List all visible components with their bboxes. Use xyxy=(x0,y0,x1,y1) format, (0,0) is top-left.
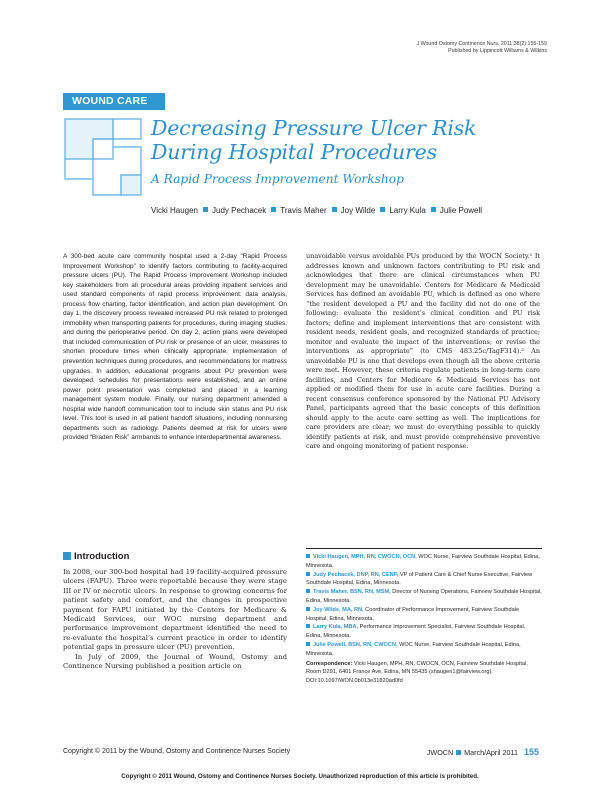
abstract: A 300-bed acute care community hospital used a 2-day “Rapid Process Improvement Workshop” to identify factors contributing to facility-acquired pressure ulcers (PU). The Rapid Process Improvement Workshop included key stakeholders from all procedural areas providing inpatient services and used standard components of rapid process improvement: data analysis, process flow charting, factor identification, and action plan development. On day 1, the discovery process revealed increased PU risk related to prolonged immobility when transporting patients for procedures, during imaging studies, and during the perioperative period. On day 2, action plans were developed that included communication of PU risk or presence of an ulcer, measures to shorten procedure times when clinically appropriate, implementation of prevention techniques during procedures, and recommendations for mattress upgrades. In addition, educational programs about PU prevention were developed, schedules for presentations were established, and an online power point presentation was completed and placed in a learning management system module. Finally, our nursing department amended a hospital wide handoff communication tool to include skin status and PU risk level. This tool is used in all patient handoff situations, including nonnursing departments such as radiology. Patients deemed at risk for ulcers were provided “Braden Risk” armbands to enhance interdepartmental awareness. xyxy=(63,253,287,442)
author: Julie Powell xyxy=(439,206,483,215)
publisher-line: Published by Lippincott Williams & Wilkins xyxy=(448,48,547,55)
author: Vicki Haugen xyxy=(151,206,198,215)
affiliation-text: VP of Patient Care & Chief Nurse Executive, Fairview Southdale Hospital, Edina, Minnesota. xyxy=(306,571,533,587)
correspondence-text: Vicki Haugen, MPH, RN, CWOCN, OCN, Fairview Southdale Hospital, Room D291, 6401 France Ave, Edina, MN 55435 (shaugen1@fairview.org). xyxy=(306,660,528,676)
affiliation-text: Performance Improvement Specialist, Fairview Southdale Hospital, Edina, Minnesota. xyxy=(306,624,526,640)
affiliation-name: Vicki Haugen, MPH, RN, CWOCN, OCN, xyxy=(313,554,417,560)
affiliation-item xyxy=(306,641,542,659)
affiliation-text: Director of Nursing Operations, Fairview Southdale Hospital, Edina, Minnesota. xyxy=(306,589,542,604)
heading-text: Introduction xyxy=(74,551,130,562)
separator-square-icon xyxy=(456,750,461,755)
citation-line: J Wound Ostomy Continence Nurs. 2011;38(2):155-159 xyxy=(416,41,547,47)
journal-logo-icon xyxy=(63,117,143,197)
affiliation-text: WOC Nurse, Fairview Southdale Hospital, Edina, Minnesota. xyxy=(306,641,521,657)
separator-square-icon xyxy=(332,207,337,212)
intro-paragraph-1: In 2008, our 300-bed hospital had 19 facility-acquired pressure ulcers (FAPU). Three were reportable because they were stage III or IV or necrotic ulcers. In response to growing concerns for patient safety and comfort, and the changes in prospective payment for FAPU initiated by the Centers for Medicare & Medicaid Services, our WOC nursing department and performance improvement department identified the need to re-evaluate the hospital’s current practice in order to identify potential gaps in pressure ulcer (PU) prevention. xyxy=(63,568,287,652)
bullet-square-icon xyxy=(306,589,310,593)
bullet-square-icon xyxy=(306,554,310,558)
separator-square-icon xyxy=(380,207,385,212)
correspondence-label: Correspondence: xyxy=(306,660,353,667)
bullet-square-icon xyxy=(306,642,310,646)
correspondence xyxy=(306,660,542,678)
separator-square-icon xyxy=(203,207,208,212)
intro-paragraph-2: In July of 2009, the Journal of Wound, Ostomy and Continence Nursing published a position article on xyxy=(63,652,287,671)
journal-citation xyxy=(247,41,547,55)
bullet-square-icon xyxy=(306,572,310,576)
affiliation-item xyxy=(306,606,542,624)
heading-square-icon xyxy=(63,552,71,560)
doi: DOI:10.1097/WON.0b013e31820ad0fd xyxy=(306,678,403,685)
footer-copyright: Copyright © 2011 by the Wound, Ostomy and Continence Nurses Society xyxy=(63,748,291,755)
author: Judy Pechacek xyxy=(212,206,267,215)
bullet-square-icon xyxy=(306,624,310,628)
affiliation-item xyxy=(306,623,542,641)
article-subtitle: A Rapid Process Improvement Workshop xyxy=(151,172,404,186)
footer-journal: JWOCN xyxy=(426,748,454,757)
separator-square-icon xyxy=(271,207,276,212)
separator-square-icon xyxy=(431,207,436,212)
author: Travis Maher xyxy=(280,206,327,215)
affiliation-name: Joy Wilde, MA, RN, xyxy=(313,606,364,613)
affiliation-name: Travis Maher, BSN, RN, MSM, xyxy=(313,589,391,596)
affiliation-item xyxy=(306,571,542,589)
article-title: Decreasing Pressure Ulcer Risk During Hospital Procedures xyxy=(151,116,477,164)
affiliation-name: Julie Powell, BSN, RN, CWOCN, xyxy=(313,641,398,648)
body-column-right xyxy=(306,252,540,452)
copyright-notice: Copyright © 2011 Wound, Ostomy and Continence Nurses Society. Unauthorized reproduction of this article is prohibited. xyxy=(121,773,479,780)
affiliation-name: Judy Pechacek, DNP, RN, CENP, xyxy=(313,571,399,578)
body-paragraph: unavoidable versus avoidable PUs produced by the WOCN Society.¹ It addresses known and unknown factors contributing to PU risk and acknowledges that there are clinical circumstances when PU development may be unavoidable. Centers for Medicare & Medicaid Services has defined an avoidable PU, which is defined as one where “the resident developed a PU and the facility did not do one of the following: evaluate the resident’s clinical condition and PU risk factors; define and implement interventions that are consistent with resident needs, resident goals, and recognized standards of practice; monitor and evaluate the impact of the interventions; or revise the interventions as appropriate” (to CMS 483.25c/TagF314).² An unavoidable PU is one that develops even though all the above criteria were met. However, these criteria regulate patients in long-term care facilities, and Centers for Medicare & Medicaid Services has not applied or modified them for use in acute care facilities. During a recent consensus conference sponsored by the National PU Advisory Panel, participants agreed that the basic concepts of this definition should apply to the acute care setting as well. The implications for care providers are clear; we must do everything possible to quickly identify patients at risk, and must provide comprehensive preventive care and ongoing monitoring of patient response. xyxy=(306,252,540,450)
introduction-heading xyxy=(63,551,129,562)
footer-issue: March/April 2011 xyxy=(464,748,518,757)
introduction-body xyxy=(63,568,287,671)
bullet-square-icon xyxy=(306,607,310,611)
affiliation-name: Larry Kula, MBA, xyxy=(313,624,359,631)
author-list xyxy=(151,206,571,215)
affiliation-item xyxy=(306,588,542,606)
section-tag: WOUND CARE xyxy=(63,93,165,110)
affiliation-item xyxy=(306,553,542,571)
affiliation-text: WOC Nurse, Fairview Southdale Hospital, Edina, Minnesota. xyxy=(306,554,540,569)
author-affiliations xyxy=(306,548,542,686)
footer-journal-info xyxy=(427,747,539,757)
author: Larry Kula xyxy=(389,206,426,215)
page-number: 155 xyxy=(523,747,539,757)
affiliation-text: Coordinator of Performance Improvement, Fairview Southdale Hospital, Edina, Minnesota. xyxy=(306,606,520,622)
author: Joy Wilde xyxy=(340,206,376,215)
